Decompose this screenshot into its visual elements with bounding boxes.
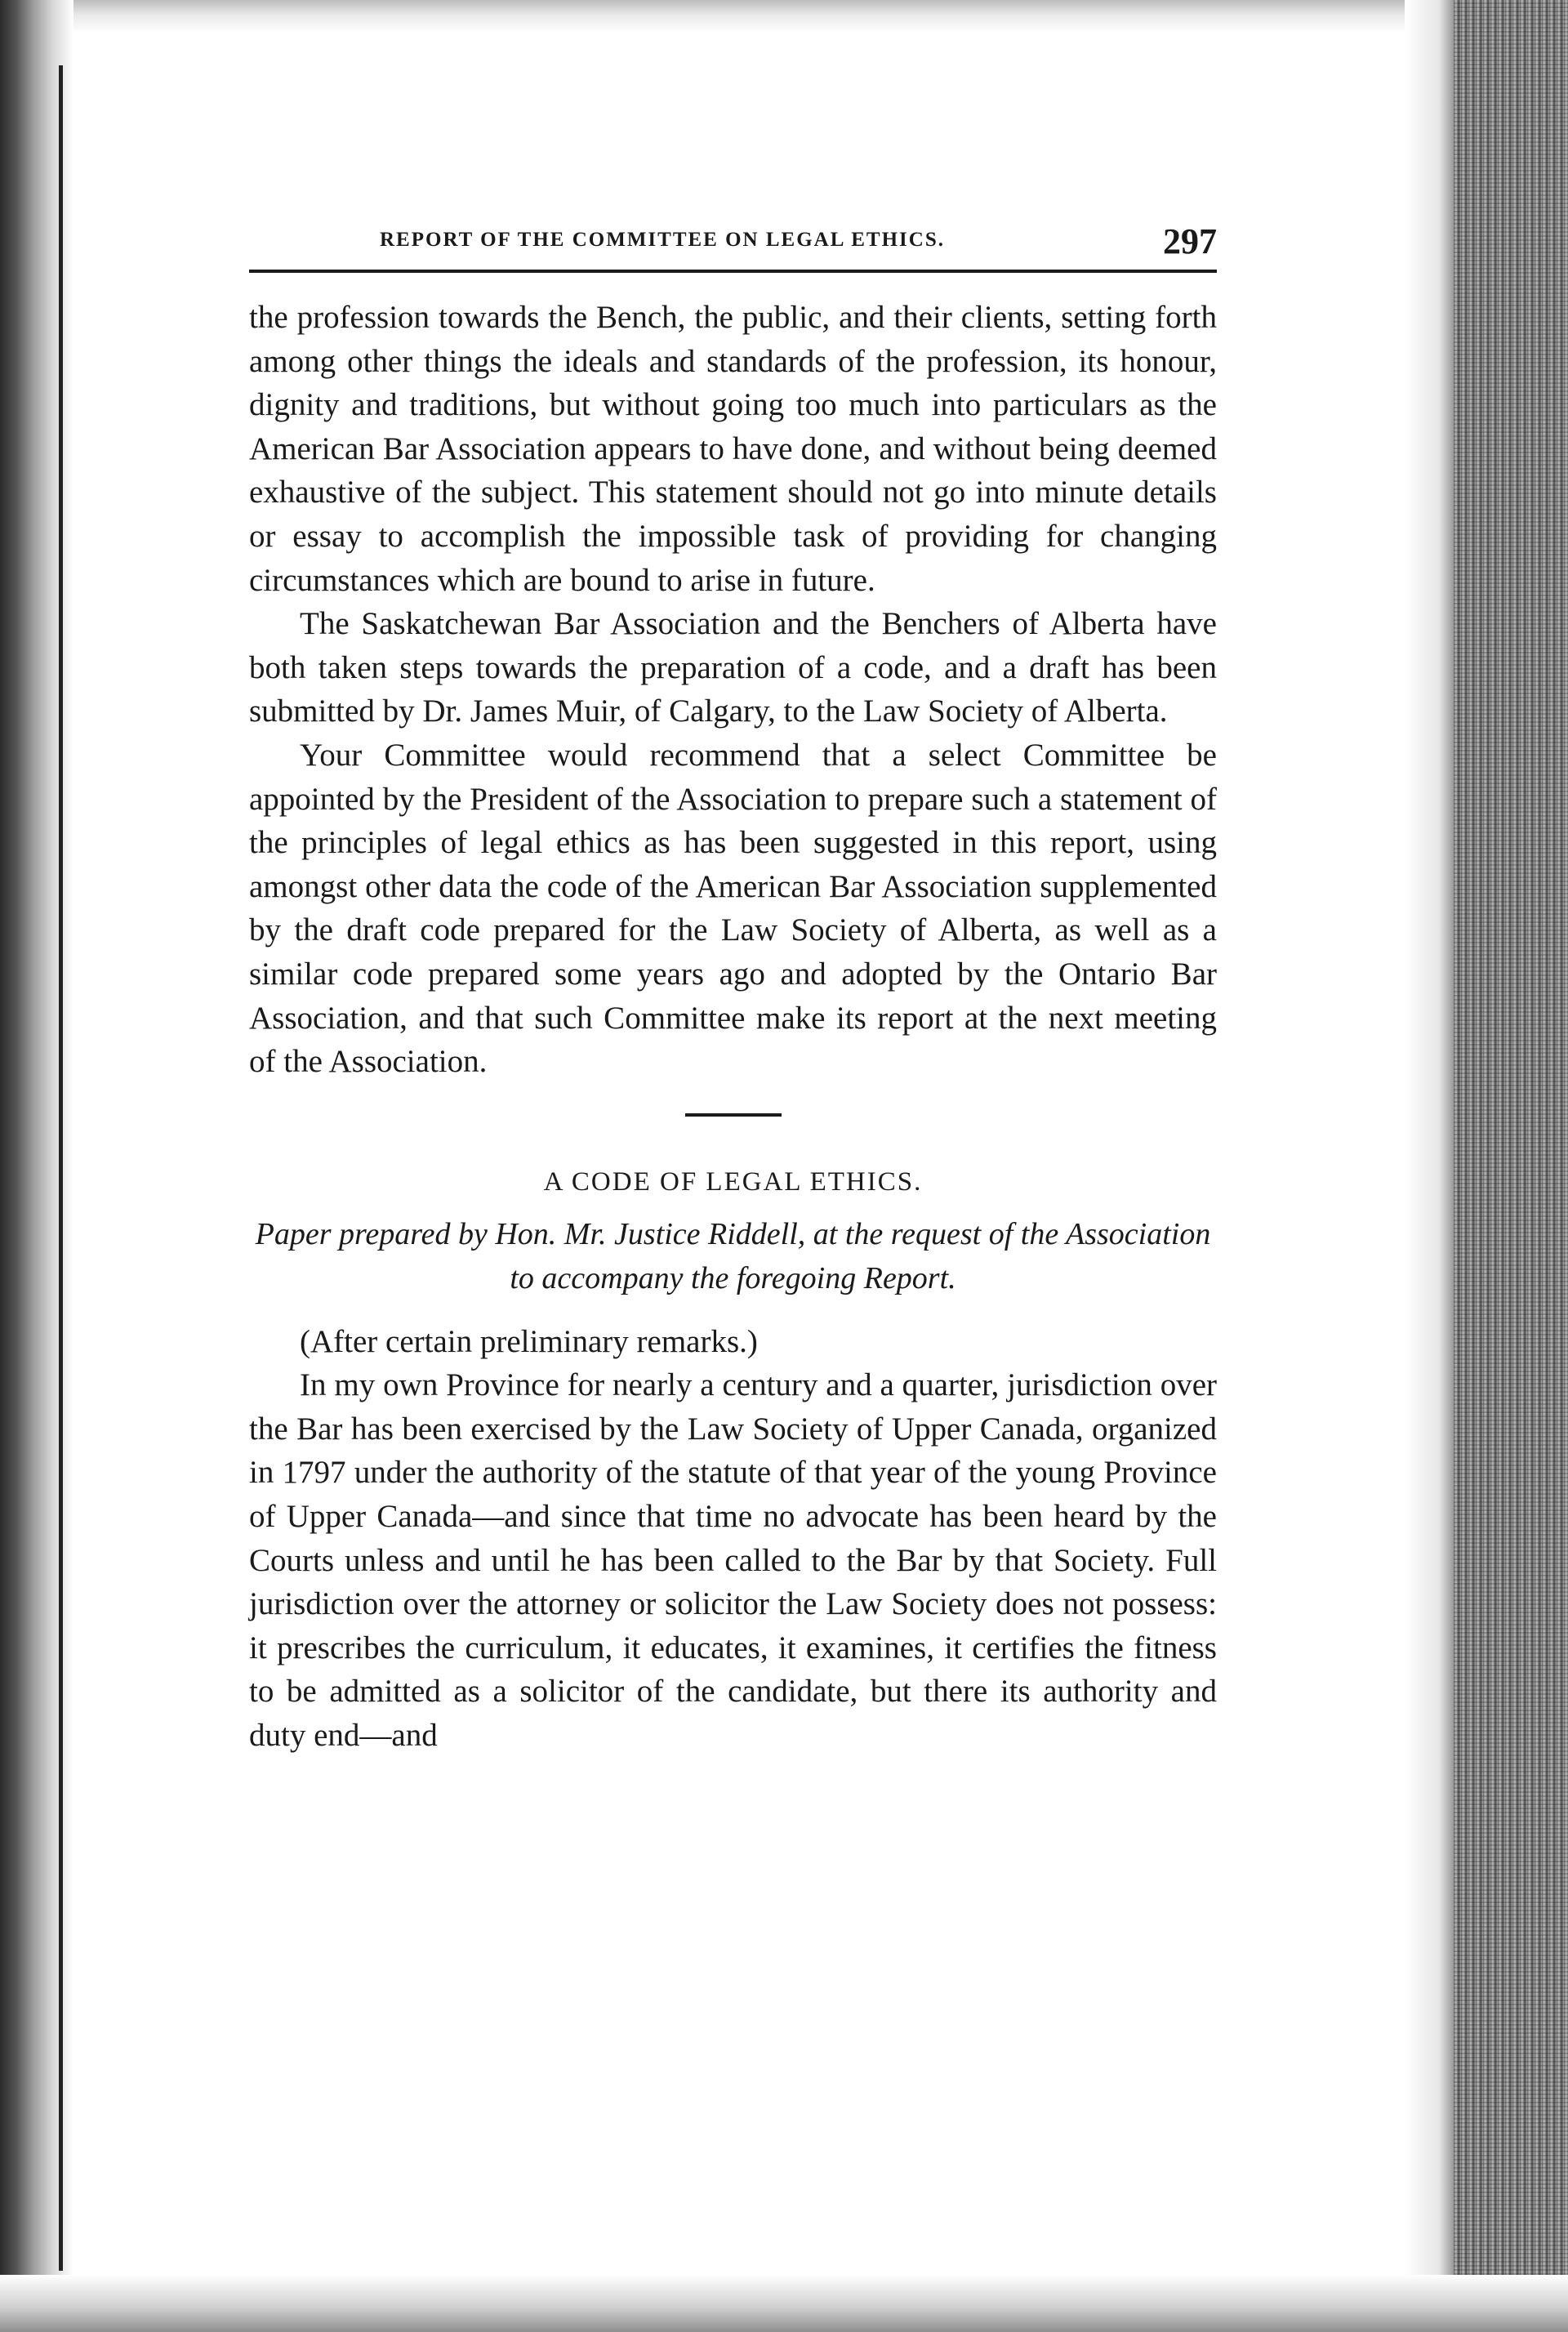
section-divider [685,1113,782,1117]
paragraph-1: the profession towards the Bench, the public, and their clients, setting forth among other things the ideals and standards of the profession, its honour, dignity and traditions, but without going too much into particulars as the American Bar Association appears to have done, and without being deemed exhaustive of the subject. This statement should not go into minute details or essay to accomplish the impossible task of providing for changing circumstances which are bound to arise in future. [249,300,1217,598]
preliminary-note: (After certain preliminary remarks.) [300,1323,758,1359]
book-spine-line [59,65,63,2271]
paragraph-4: In my own Province for nearly a century and a quarter, jurisdiction over the Bar has been exercised by the Law Society of Upper Canada, organized in 1797 under the authority of the statute of that year of the young Province of Upper Canada—and since that time no advocate has been heard by the Courts unless and until he has been called to the Bar by that Society. Full jurisdiction over the attorney or solicitor the Law Society does not possess: it prescribes the curriculum, it educates, it examines, it certifies the fitness to be admitted as a solicitor of the candidate, but there its authority and duty end—and [249,1367,1217,1754]
running-head-title: REPORT OF THE COMMITTEE ON LEGAL ETHICS. [380,229,945,251]
book-page [249,221,1217,1758]
page-number: 297 [1163,221,1217,261]
scan-edge-right-shadow [1405,0,1454,2332]
section-byline: Paper prepared by Hon. Mr. Justice Riddell, at the request of the Association to accompany the foregoing Report. [255,1216,1211,1295]
scan-edge-top [0,0,1568,33]
paragraph-2: The Saskatchewan Bar Association and the Benchers of Alberta have both taken steps towards the preparation of a code, and a draft has been submitted by Dr. James Muir, of Calgary, to the Law Society of Alberta. [249,606,1217,729]
paragraph-3: Your Committee would recommend that a select Committee be appointed by the President of the Association to prepare such a statement of the principles of legal ethics as has been suggested in this report, using amongst other data the code of the American Bar Association supplemented by the draft code prepared for the Law Society of Alberta, as well as a similar code prepared some years ago and adopted by the Ontario Bar Association, and that such Committee make its report at the next meeting of the Association. [249,737,1217,1080]
scan-edge-bottom [0,2275,1568,2332]
running-head [249,221,1217,273]
section-heading: A CODE OF LEGAL ETHICS. [543,1166,923,1197]
scan-edge-right [1454,0,1568,2332]
